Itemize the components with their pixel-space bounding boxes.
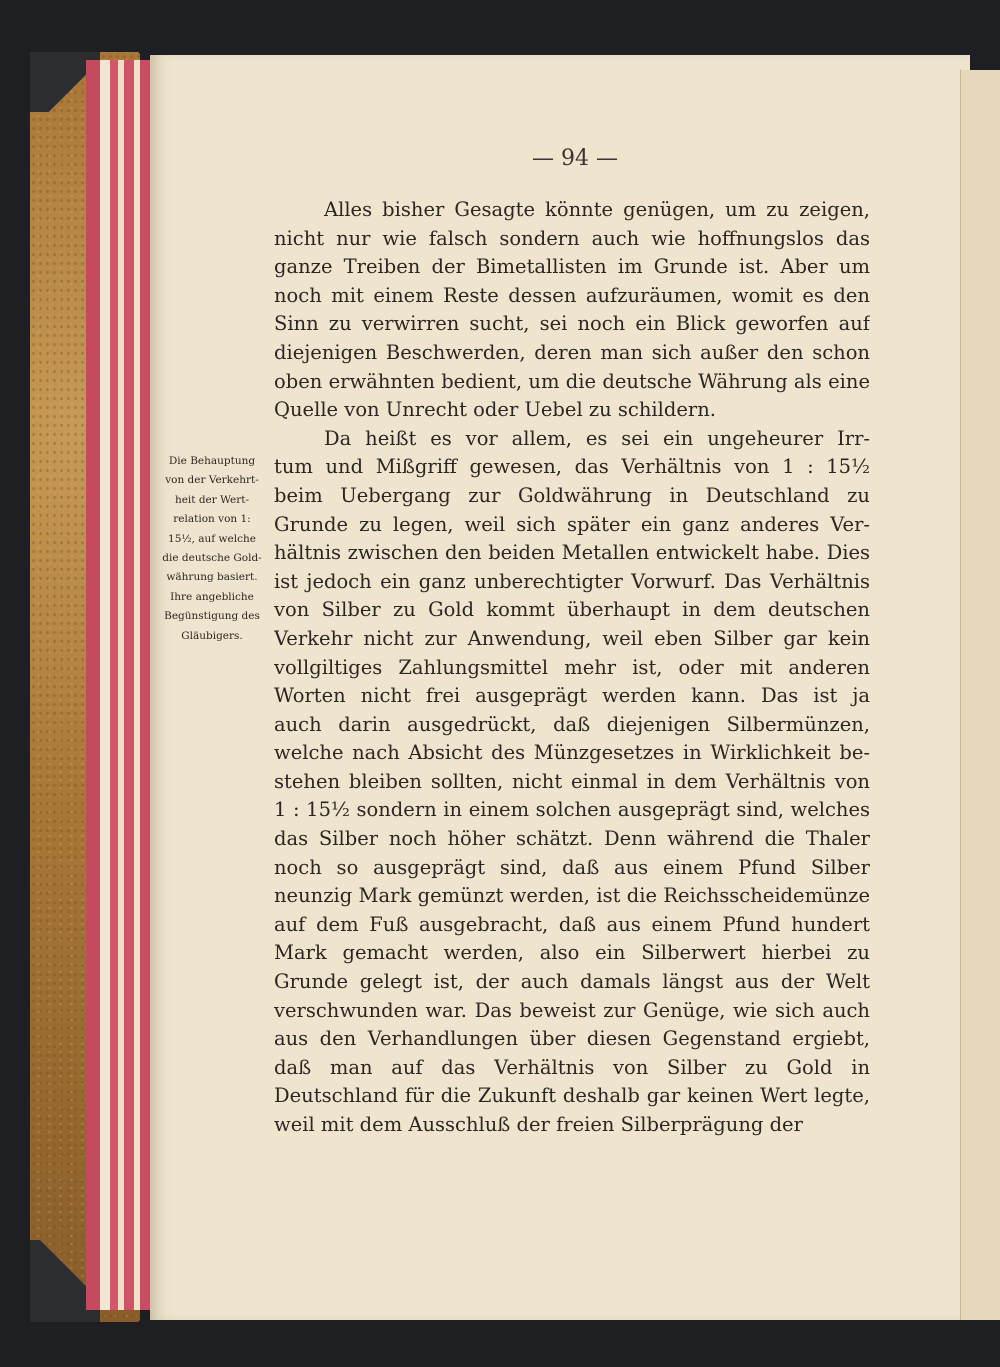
margin-note-line: heit der Wert- bbox=[174, 493, 250, 506]
text-line: aus den Verhandlungen über diesen Gegenstand ergiebt, bbox=[274, 1027, 870, 1051]
edge-strip bbox=[110, 60, 118, 1310]
text-line: auf dem Fuß ausgebracht, daß aus einem Pfund hundert bbox=[274, 912, 870, 936]
margin-note-line: von der Verkehrt- bbox=[165, 474, 259, 487]
margin-note-line: die deutsche Gold- bbox=[162, 552, 262, 565]
text-line: Grunde zu legen, weil sich später ein ganz anderes Ver- bbox=[274, 512, 870, 536]
text-line: neunzig Mark gemünzt werden, ist die Reichsscheidemünze bbox=[274, 884, 870, 908]
text-line: Grunde gelegt ist, der auch damals längst aus der Welt bbox=[274, 970, 870, 994]
margin-note-line: Die Behauptung bbox=[168, 455, 256, 467]
text-line: tum und Mißgriff gewesen, das Verhältnis von 1 : 15½ bbox=[274, 455, 870, 479]
text-line: Mark gemacht werden, also ein Silberwert hierbei zu bbox=[274, 941, 870, 965]
margin-note-line: Begünstigung des bbox=[164, 610, 260, 623]
margin-note-line: 15½, auf welche bbox=[168, 532, 256, 545]
margin-note bbox=[150, 452, 274, 646]
text-line: stehen bleiben sollten, nicht einmal in dem Verhältnis von bbox=[274, 769, 870, 793]
margin-note-line: Ihre angebliche bbox=[170, 590, 254, 603]
text-line: beim Uebergang zur Goldwährung in Deutschland zu bbox=[274, 483, 870, 507]
edge-strip bbox=[124, 60, 134, 1310]
text-line: das Silber noch höher schätzt. Denn während die Thaler bbox=[274, 827, 870, 851]
text-line: Quelle von Unrecht oder Uebel zu schildern. bbox=[274, 398, 716, 422]
margin-note-line: währung basiert. bbox=[166, 571, 258, 584]
text-line: oben erwähnten bedient, um die deutsche Währung als eine bbox=[274, 369, 870, 393]
text-line: ganze Treiben der Bimetallisten im Grunde ist. Aber um bbox=[274, 255, 870, 279]
edge-strip bbox=[140, 60, 150, 1310]
text-line: nicht nur wie falsch sondern auch wie hoffnungslos das bbox=[274, 226, 870, 250]
page-number: — 94 — bbox=[532, 146, 618, 171]
edge-strip bbox=[86, 60, 100, 1310]
text-line: noch mit einem Reste dessen aufzuräumen, womit es den bbox=[274, 283, 870, 307]
edge-strip bbox=[100, 60, 110, 1310]
text-line: Worten nicht frei ausgeprägt werden kann. Das ist ja bbox=[274, 684, 870, 708]
text-line: diejenigen Beschwerden, deren man sich außer den schon bbox=[274, 340, 870, 364]
text-line: vollgiltiges Zahlungsmittel mehr ist, oder mit anderen bbox=[274, 655, 870, 679]
text-line: noch so ausgeprägt sind, daß aus einem Pfund Silber bbox=[274, 855, 870, 879]
text-line: ist jedoch ein ganz unberechtigter Vorwurf. Das Verhältnis bbox=[274, 569, 870, 593]
text-line: weil mit dem Ausschluß der freien Silberprägung der bbox=[274, 1113, 803, 1136]
text-line: Sinn zu verwirren sucht, sei noch ein Blick geworfen auf bbox=[274, 312, 870, 336]
margin-note-line: relation von 1: bbox=[173, 513, 251, 526]
text-line: Da heißt es vor allem, es sei ein ungeheurer Irr- bbox=[324, 426, 870, 450]
text-line: daß man auf das Verhältnis von Silber zu Gold in bbox=[274, 1055, 870, 1079]
text-line: Verkehr nicht zur Anwendung, weil eben Silber gar kein bbox=[274, 626, 870, 650]
text-line: 1 : 15½ sondern in einem solchen ausgeprägt sind, welches bbox=[274, 798, 870, 822]
text-line: Alles bisher Gesagte könnte genügen, um zu zeigen, bbox=[324, 198, 870, 221]
text-line: welche nach Absicht des Münzgesetzes in Wirklichkeit be- bbox=[274, 741, 870, 765]
text-line: hältnis zwischen den beiden Metallen entwickelt habe. Dies bbox=[274, 541, 870, 565]
text-line: auch darin ausgedrückt, daß diejenigen Silbermünzen, bbox=[274, 712, 870, 736]
text-line: von Silber zu Gold kommt überhaupt in dem deutschen bbox=[274, 598, 870, 622]
body-text bbox=[274, 196, 870, 1140]
text-line: verschwunden war. Das beweist zur Genüge, wie sich auch bbox=[274, 998, 870, 1022]
margin-note-line: Gläubigers. bbox=[181, 629, 243, 642]
text-line: Deutschland für die Zukunft deshalb gar keinen Wert legte, bbox=[274, 1084, 870, 1108]
next-page-edge bbox=[960, 70, 1000, 1320]
